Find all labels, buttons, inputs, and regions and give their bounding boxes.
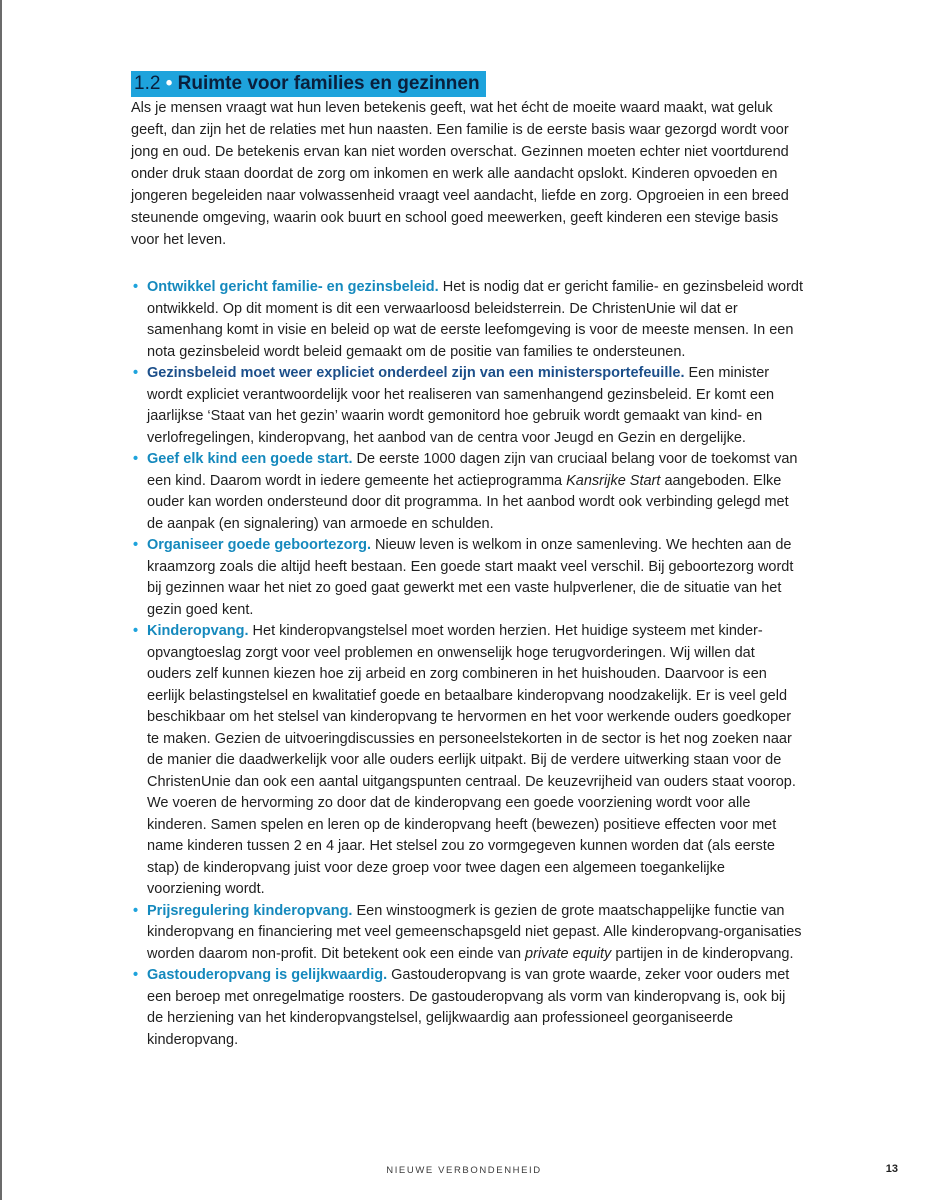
list-item (131, 535, 803, 621)
item-text: Een minister wordt expliciet verantwoordelijk voor het realiseren van samenhangend gezinsbeleid. Er komt een jaarlijkse ‘Staat van het gezin’ waarin wordt gemonitord hoe gebruik wordt gemaakt van kind- en verlofregelingen, kinderopvang, het aanbod van de centra voor Jeugd en Gezin en dergelijke. (147, 365, 775, 446)
item-text-italic: Kansrijke Start (566, 472, 661, 489)
bullet-icon: • (133, 902, 139, 919)
bullet-icon: • (133, 451, 139, 467)
bullet-icon: • (133, 623, 139, 639)
item-lead: Geef elk kind een goede start. (147, 451, 353, 467)
item-text: Het kinderopvangstelsel moet worden herzien. Het huidige systeem met kinder-opvangtoeslag zorgt voor veel problemen en onwenselijk hoge terugvorderingen. Wij willen dat ouders zelf kunnen kiezen hoe zij arbeid en zorg combineren in het huishouden. Daarvoor is een eerlijk belastingstelsel en kwalitatief goede en betaalbare kinderopvang noodzakelijk. Er is veel geld beschikbaar om het stelsel van kinderopvang te hervormen en het voor werkende ouders goedkoper te maken. Gezien de uitvoeringdiscussies en personeelstekorten in de sector is het nog zoeken naar de manier die daadwerkelijk voor alle ouders eerlijk uitpakt. Bij de verdere uitwerking staan voor de ChristenUnie dan ook een aantal uitgangspunten centraal. De keuzevrijheid van ouders staat voorop. We voeren de hervorming zo door dat de kinderopvang een goede voorziening wordt voor alle kinderen. Samen spelen en leren op de kinderopvang heeft (bewezen) positieve effecten voor met name kinderen tussen 2 en 4 jaar. Het stelsel zou zo vormgegeven kunnen worden dat (als eerste stap) de kinderopvang juist voor deze groep voor twee dagen een algemeen toegankelijke voorziening wordt. (147, 623, 796, 897)
section-number: 1.2 (134, 73, 161, 94)
section-separator: • (165, 73, 173, 94)
item-text: Een winstoogmerk is gezien de grote maatschappelijke functie van kinderopvang en financiering met veel gemeenschapsgeld niet gepast. Alle kinderopvang-organisaties worden daarom non-profit. Dit betekent ook een einde van (147, 902, 802, 962)
page-number: 13 (885, 1163, 898, 1175)
item-text: Gastouderopvang is van grote waarde, zeker voor ouders met een beroep met onregelmatige roosters. De gastouderopvang als vorm van kinderopvang is, ook bij de herziening van het kinderopvangstelsel, gelijkwaardig aan professioneel georganiseerde kinderopvang. (147, 967, 790, 1048)
item-lead: Kinderopvang. (147, 623, 249, 639)
policy-list (131, 277, 803, 1051)
item-text: Het is nodig dat er gericht familie- en gezinsbeleid wordt ontwikkeld. Op dit moment is dit een verwaarloosd beleidsterrein. De ChristenUnie wil dat er samenhang komt in visie en beleid op wat de eerste leefomgeving is voor de meeste mensen. In een nota gezinsbeleid wordt beleid gemaakt om de positie van families te ondersteunen. (147, 279, 803, 360)
item-lead: Ontwikkel gericht familie- en gezinsbeleid. (147, 279, 439, 295)
page-edge (0, 0, 2, 1200)
item-text: Nieuw leven is welkom in onze samenleving. We hechten aan de kraamzorg zoals die altijd heeft bestaan. Een goede start maakt veel verschil. Bij geboortezorg wordt bij gezinnen waar het niet zo goed gaat gewerkt met een vaste hulpverlener, die de situatie van het gezin goed kent. (147, 537, 794, 618)
page-content (131, 71, 803, 1051)
item-text-end: aangeboden. Elke ouder kan worden ondersteund door dit programma. In het aanbod wordt ook verbinding gelegd met de aanpak (en signalering) van armoede en schulden. (147, 472, 789, 532)
item-lead: Gastouderopvang is gelijkwaardig. (147, 967, 388, 983)
item-lead: Prijsregulering kinderopvang. (147, 902, 353, 919)
footer-title: NIEUWE VERBONDENHEID (386, 1165, 542, 1176)
list-item (131, 965, 803, 1051)
list-item (131, 277, 803, 363)
section-heading (131, 71, 486, 97)
list-item (131, 449, 803, 535)
item-text-italic: private equity (525, 945, 612, 962)
bullet-icon: • (133, 537, 139, 553)
item-text-end: partijen in de kinderopvang. (611, 945, 794, 962)
item-lead: Gezinsbeleid moet weer expliciet onderdeel zijn van een ministersportefeuille. (147, 365, 685, 381)
list-item (131, 363, 803, 449)
bullet-icon: • (133, 279, 139, 295)
intro-paragraph: Als je mensen vraagt wat hun leven betekenis geeft, wat het écht de moeite waard maakt, wat geluk geeft, dan zijn het de relaties met hun naasten. Een familie is de eerste basis waar gezorgd wordt voor jong en oud. De betekenis ervan kan niet worden overschat. Gezinnen moeten echter niet voortdurend onder druk staan doordat de zorg om inkomen en werk alle aandacht opslokt. Kinderen opvoeden en jongeren begeleiden naar volwassenheid vraagt veel aandacht, liefde en zorg. Opgroeien in een breed steunende omgeving, waarin ook buurt en school goed meewerken, geeft kinderen een stevige basis voor het leven. (131, 100, 789, 248)
list-item (131, 621, 803, 901)
list-item (131, 901, 803, 966)
bullet-icon: • (133, 967, 139, 983)
item-lead: Organiseer goede geboortezorg. (147, 537, 371, 553)
bullet-icon: • (133, 365, 139, 381)
item-text: De eerste 1000 dagen zijn van cruciaal belang voor de toekomst van een kind. Daarom wordt in iedere gemeente het actieprogramma (147, 451, 798, 489)
section-title: Ruimte voor families en gezinnen (177, 73, 480, 94)
